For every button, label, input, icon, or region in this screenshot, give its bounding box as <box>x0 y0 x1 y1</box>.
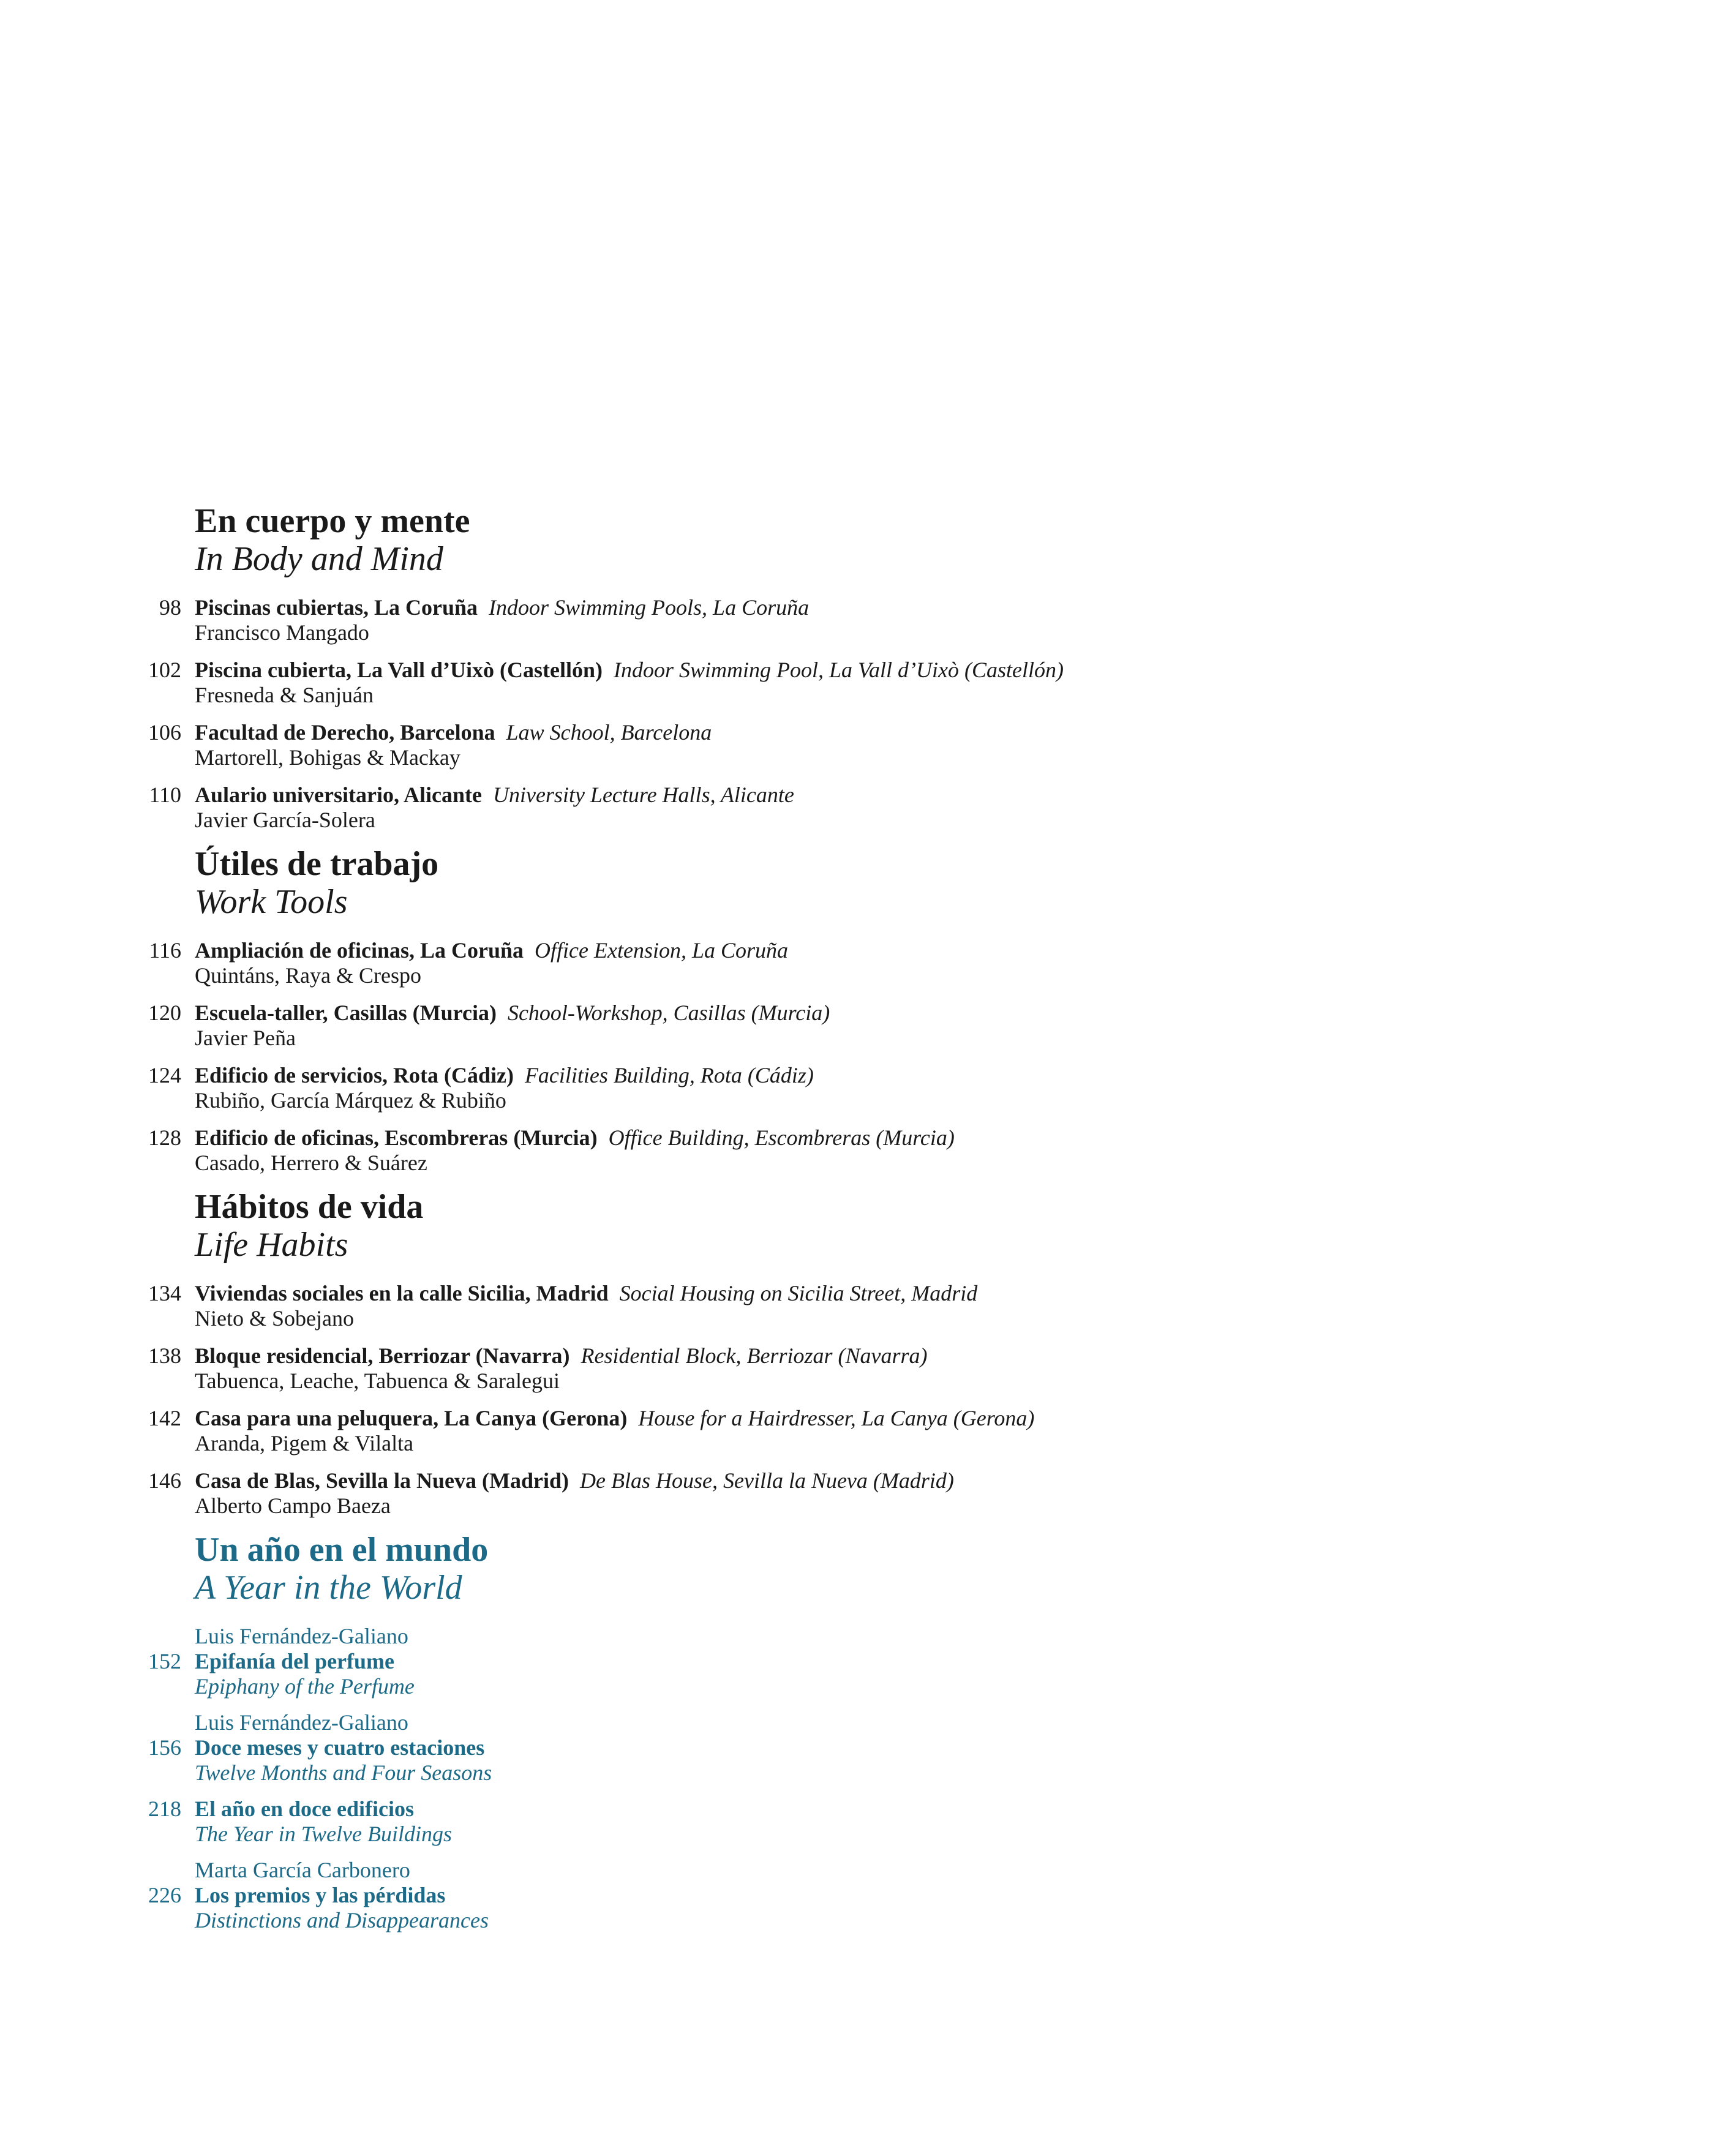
section-heading <box>0 845 1736 921</box>
toc-section <box>0 502 1736 833</box>
entry-title-en: Epiphany of the Perfume <box>195 1674 415 1699</box>
toc-entry[interactable] <box>0 1710 1736 1786</box>
section-title: Hábitos de vida <box>195 1188 424 1226</box>
section-subtitle: A Year in the World <box>195 1569 462 1607</box>
entry-title: Los premios y las pérdidas <box>195 1883 446 1907</box>
section-subtitle: Life Habits <box>195 1226 348 1264</box>
entry-author: Martorell, Bohigas & Mackay <box>195 745 460 770</box>
entry-author: Marta García Carbonero <box>195 1858 410 1882</box>
toc-entry[interactable] <box>0 1624 1736 1699</box>
page-number: 116 <box>149 938 181 963</box>
entry-title: Casa de Blas, Sevilla la Nueva (Madrid) <box>195 1468 569 1493</box>
toc-entry[interactable] <box>0 1797 1736 1847</box>
page-number: 142 <box>148 1406 181 1430</box>
toc-entry[interactable] <box>0 720 1736 770</box>
toc-entry[interactable] <box>0 1125 1736 1176</box>
entry-title-en: Twelve Months and Four Seasons <box>195 1760 492 1785</box>
toc-section <box>0 1188 1736 1519</box>
entry-title-en: School-Workshop, Casillas (Murcia) <box>507 1001 830 1025</box>
entry-author: Fresneda & Sanjuán <box>195 683 374 707</box>
toc-entry[interactable] <box>0 1406 1736 1456</box>
section-title: En cuerpo y mente <box>195 502 470 540</box>
entry-author: Francisco Mangado <box>195 620 369 645</box>
entry-title-en: The Year in Twelve Buildings <box>195 1822 453 1846</box>
entry-title: Aulario universitario, Alicante <box>195 783 482 807</box>
section-heading <box>0 502 1736 578</box>
entry-author: Alberto Campo Baeza <box>195 1493 391 1518</box>
section-title: Un año en el mundo <box>195 1531 489 1569</box>
entry-author: Luis Fernández-Galiano <box>195 1624 408 1648</box>
entry-title-en: De Blas House, Sevilla la Nueva (Madrid) <box>580 1468 954 1493</box>
table-of-contents <box>0 502 1736 1945</box>
entry-title-en: Indoor Swimming Pool, La Vall d’Uixò (Castellón) <box>614 658 1064 682</box>
entry-author: Nieto & Sobejano <box>195 1306 354 1331</box>
toc-entry[interactable] <box>0 1858 1736 1933</box>
page-number: 134 <box>148 1281 181 1305</box>
page-number: 218 <box>148 1797 181 1821</box>
entry-title: Escuela-taller, Casillas (Murcia) <box>195 1001 497 1025</box>
entry-author: Javier Peña <box>195 1026 296 1050</box>
toc-entry[interactable] <box>0 1001 1736 1051</box>
section-heading <box>0 1188 1736 1264</box>
entry-title: Bloque residencial, Berriozar (Navarra) <box>195 1343 570 1368</box>
toc-entry[interactable] <box>0 938 1736 988</box>
entry-author: Javier García-Solera <box>195 808 375 832</box>
entry-title-en: Facilities Building, Rota (Cádiz) <box>524 1063 814 1087</box>
section-heading <box>0 1531 1736 1607</box>
page-number: 110 <box>149 783 181 807</box>
entry-title: Piscina cubierta, La Vall d’Uixò (Castellón) <box>195 658 603 682</box>
entry-title-en: House for a Hairdresser, La Canya (Gerona) <box>638 1406 1035 1430</box>
entry-title-en: Office Building, Escombreras (Murcia) <box>608 1125 955 1150</box>
entry-author: Rubiño, García Márquez & Rubiño <box>195 1088 506 1113</box>
page-number: 124 <box>148 1063 181 1087</box>
entry-author: Luis Fernández-Galiano <box>195 1710 408 1735</box>
entry-title-en: University Lecture Halls, Alicante <box>492 783 794 807</box>
entry-title: El año en doce edificios <box>195 1797 414 1821</box>
toc-entry[interactable] <box>0 783 1736 833</box>
entry-title-en: Office Extension, La Coruña <box>535 938 789 963</box>
page-number: 102 <box>148 658 181 682</box>
section-subtitle: In Body and Mind <box>195 540 443 578</box>
entry-title-en: Social Housing on Sicilia Street, Madrid <box>619 1281 978 1305</box>
toc-entry[interactable] <box>0 595 1736 645</box>
page-number: 128 <box>148 1125 181 1150</box>
page-number: 106 <box>148 720 181 745</box>
page-number: 226 <box>148 1883 181 1907</box>
entry-title: Piscinas cubiertas, La Coruña <box>195 595 478 620</box>
page-number: 152 <box>148 1649 181 1673</box>
page-number: 120 <box>148 1001 181 1025</box>
entry-author: Casado, Herrero & Suárez <box>195 1151 427 1175</box>
entry-title: Casa para una peluquera, La Canya (Gerona) <box>195 1406 628 1430</box>
section-title: Útiles de trabajo <box>195 845 439 883</box>
entry-title: Ampliación de oficinas, La Coruña <box>195 938 524 963</box>
entry-author: Quintáns, Raya & Crespo <box>195 963 421 988</box>
page-number: 138 <box>148 1343 181 1368</box>
entry-author: Aranda, Pigem & Vilalta <box>195 1431 414 1455</box>
entry-title: Edificio de oficinas, Escombreras (Murcia) <box>195 1125 598 1150</box>
section-subtitle: Work Tools <box>195 883 348 921</box>
entry-title: Viviendas sociales en la calle Sicilia, Madrid <box>195 1281 609 1305</box>
entry-title: Facultad de Derecho, Barcelona <box>195 720 495 745</box>
entry-title: Edificio de servicios, Rota (Cádiz) <box>195 1063 514 1087</box>
toc-entry[interactable] <box>0 1468 1736 1519</box>
entry-title: Doce meses y cuatro estaciones <box>195 1735 485 1760</box>
entry-title: Epifanía del perfume <box>195 1649 395 1673</box>
page-number: 146 <box>148 1468 181 1493</box>
entry-author: Tabuenca, Leache, Tabuenca & Saralegui <box>195 1369 560 1393</box>
toc-entry[interactable] <box>0 658 1736 708</box>
toc-entry[interactable] <box>0 1343 1736 1394</box>
entry-title-en: Indoor Swimming Pools, La Coruña <box>489 595 810 620</box>
entry-title-en: Residential Block, Berriozar (Navarra) <box>581 1343 928 1368</box>
toc-entry[interactable] <box>0 1281 1736 1331</box>
toc-entry[interactable] <box>0 1063 1736 1113</box>
entry-title-en: Law School, Barcelona <box>506 720 712 745</box>
page-number: 98 <box>159 595 181 620</box>
toc-section <box>0 845 1736 1176</box>
toc-section-world <box>0 1531 1736 1933</box>
entry-title-en: Distinctions and Disappearances <box>195 1908 489 1932</box>
page-number: 156 <box>148 1735 181 1760</box>
